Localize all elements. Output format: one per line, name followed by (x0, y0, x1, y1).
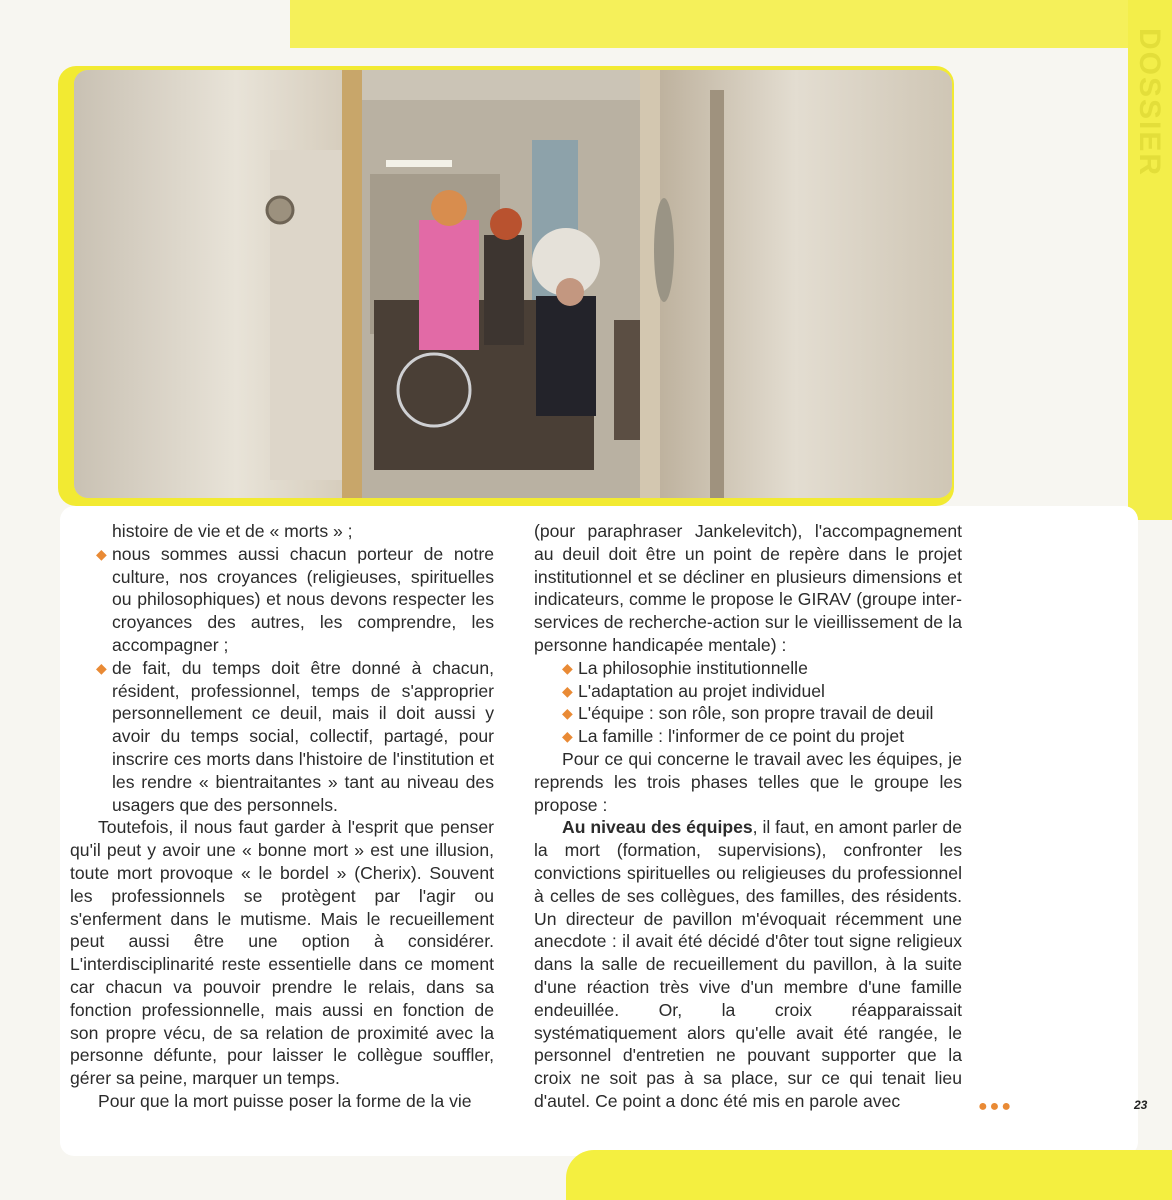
list-item-text: L'adaptation au projet individuel (578, 680, 825, 701)
bottom-yellow-band (566, 1150, 1172, 1200)
continue-dots-icon: ●●● (978, 1098, 1013, 1115)
photo (74, 70, 952, 498)
text-column-right (534, 520, 962, 1113)
section-label: DOSSIER (1133, 28, 1166, 178)
list-item-text: nous sommes aussi chacun porteur de notre culture, nos croyances (religieuses, spirituelles ou philosophiques) et nous devons respecter les croyances des autres, les comprendre, les accompagner ; (112, 543, 494, 655)
diamond-bullet-icon: ◆ (562, 705, 573, 722)
paragraph-continuation: histoire de vie et de « morts » ; (112, 521, 353, 541)
paragraph-lead-bold: Au niveau des équipes (562, 817, 753, 838)
diamond-bullet-icon: ◆ (562, 728, 573, 745)
list-item (534, 657, 962, 680)
list-item (534, 725, 962, 748)
right-yellow-band (1128, 0, 1172, 520)
list-item-text: La philosophie institutionnelle (578, 657, 808, 678)
diamond-bullet-icon: ◆ (562, 682, 573, 699)
list-item (70, 543, 494, 657)
diamond-bullet-icon: ◆ (96, 659, 107, 676)
paragraph: (pour paraphraser Jankelevitch), l'accompagnement au deuil doit être un point de repère dans le projet institutionnel et se décliner en plusieurs dimensions et indicateurs, comme le propose le GIRAV (groupe inter-services de recherche-action sur le vieillissement de la personne handicapée mentale) : (534, 521, 962, 655)
text-column-left (70, 520, 494, 1113)
list-item-text: de fait, du temps doit être donné à chacun, résident, professionnel, temps de s'approprier personnellement ce deuil, mais il doit aussi y avoir du temps social, collectif, partagé, pour inscrire ces morts dans l'histoire de l'institution et les rendre « bientraitantes » tant au niveau des usagers que des personnels. (112, 657, 494, 815)
photo-corridor-illustration (74, 70, 952, 498)
list-item (534, 702, 962, 725)
paragraph (534, 816, 962, 1112)
page-number: 23 (1134, 1098, 1148, 1112)
top-yellow-band (290, 0, 1172, 48)
diamond-bullet-icon: ◆ (562, 659, 573, 676)
paragraph: Pour que la mort puisse poser la forme de la vie (98, 1090, 472, 1111)
list-item (70, 657, 494, 817)
paragraph: Pour ce qui concerne le travail avec les équipes, je reprends les trois phases telles que le groupe les propose : (534, 748, 962, 815)
diamond-bullet-icon: ◆ (96, 545, 107, 562)
paragraph-body: , il faut, en amont parler de la mort (formation, supervisions), confronter les convictions spirituelles ou religieuses du professionnel à celles de ses collègues, des familles, des résidents. Un directeur de pavillon m'évoquait récemment une anecdote : il avait été décidé d'ôter tout signe religieux dans la salle de recueillement du pavillon, à la suite d'une réaction très vive d'un membre d'une famille endeuillée. Or, la croix réapparaissait systématiquement alors qu'elle avait été rangée, le personnel d'entretien ne pouvant supporter que la croix ne soit pas à sa place, sur ce qui tenait lieu d'autel. Ce point a donc été mis en parole avec (534, 817, 962, 1111)
list-item-text: La famille : l'informer de ce point du projet (578, 726, 905, 747)
paragraph: Toutefois, il nous faut garder à l'esprit que penser qu'il peut y avoir une « bonne mort » est une illusion, toute mort provoque « le bordel » (Cherix). Souvent les professionnels se protègent par l'agir ou s'enferment dans le mutisme. Mais le recueillement peut aussi être une option à considérer. L'interdisciplinarité reste essentielle dans ce moment car chacun va pouvoir prendre le relais, dans sa fonction professionnelle, mais aussi en fonction de son propre vécu, de sa relation de proximité avec la personne défunte, pour laisser le collègue souffler, gérer sa peine, marquer un temps. (70, 817, 494, 1089)
list-item (534, 680, 962, 703)
list-item-text: L'équipe : son rôle, son propre travail de deuil (578, 703, 934, 724)
